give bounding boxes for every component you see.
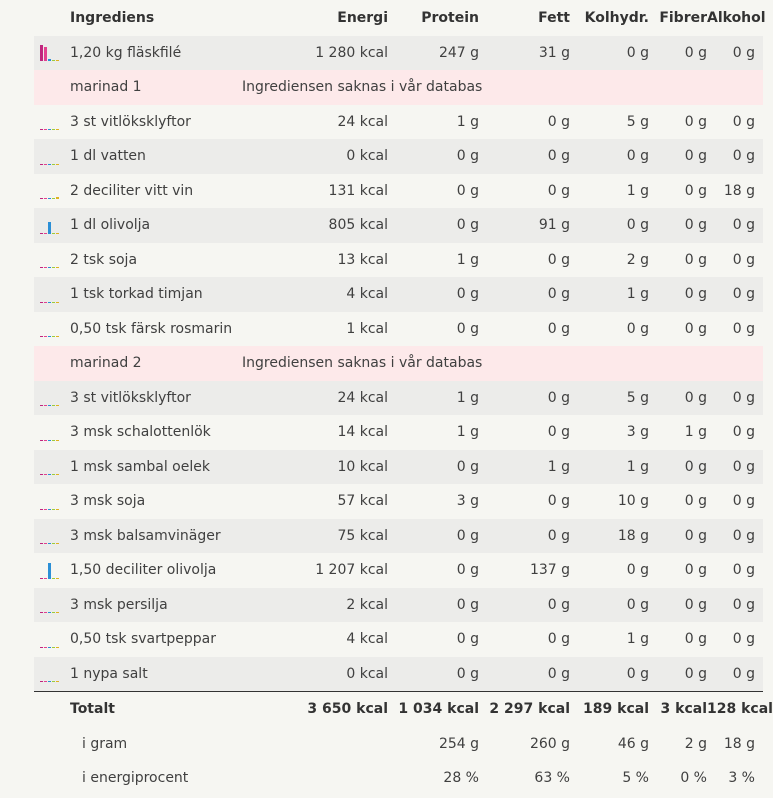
ingredient-name: 3 msk soja [70,484,242,519]
ingredient-protein: 0 g [388,588,479,623]
percent-fiber: 0 % [680,770,707,787]
macro-bar [48,198,51,199]
header-alcohol: Alkohol [707,10,766,27]
header-fat: Fett [538,10,570,27]
totals-fiber: 3 kcal [649,692,707,727]
header-row [34,1,763,36]
macro-bar [44,543,47,544]
missing-ingredient-row [34,346,763,381]
ingredient-row [34,174,763,209]
macro-bar [56,60,59,61]
ingredient-protein: 3 g [388,484,479,519]
macro-bar [52,474,55,475]
macro-bar [56,612,59,613]
macro-bar [48,164,51,165]
macro-mini-chart [40,251,64,268]
macro-bar [44,509,47,510]
macro-bar [52,129,55,130]
ingredient-name: 2 tsk soja [70,243,242,278]
macro-bar [44,474,47,475]
ingredient-alcohol: 0 g [707,312,763,347]
ingredient-protein: 0 g [388,519,479,554]
ingredient-alcohol: 0 g [707,450,763,485]
macro-bar [56,578,59,579]
macro-bar [44,129,47,130]
ingredient-row [34,553,763,588]
macro-mini-chart [40,424,64,441]
header-ingredient: Ingrediens [70,10,155,27]
ingredient-protein: 0 g [388,622,479,657]
ingredient-fat: 0 g [479,622,570,657]
macro-bar [52,302,55,303]
ingredient-name: marinad 1 [70,70,242,105]
macro-bar [40,578,43,579]
ingredient-fiber: 0 g [649,450,707,485]
grams-row [34,727,763,762]
macro-bar [52,647,55,648]
ingredient-name: 0,50 tsk svartpeppar [70,622,242,657]
ingredient-protein: 1 g [388,381,479,416]
macro-bar [52,509,55,510]
macro-bar [44,336,47,337]
ingredient-name: 2 deciliter vitt vin [70,174,242,209]
grams-label: i gram [82,735,128,752]
macro-bar [40,198,43,199]
macro-bar [48,681,51,682]
ingredient-fiber: 0 g [649,139,707,174]
ingredient-protein: 0 g [388,174,479,209]
ingredient-fiber: 0 g [649,553,707,588]
macro-bar [44,302,47,303]
grams-alcohol: 18 g [723,735,755,752]
ingredient-name: 1 nypa salt [70,657,242,692]
percent-carbs: 5 % [622,770,649,787]
percent-label: i energiprocent [82,770,189,787]
macro-bar [48,563,51,579]
ingredient-energy: 1 207 kcal [242,553,388,588]
macro-bar [52,60,55,61]
macro-bar [48,129,51,130]
totals-label: Totalt [70,692,242,727]
macro-bar [40,164,43,165]
header-protein: Protein [421,10,479,27]
macro-bar [48,543,51,544]
ingredient-protein: 0 g [388,553,479,588]
ingredient-fat: 0 g [479,312,570,347]
ingredient-protein: 0 g [388,139,479,174]
macro-bar [48,474,51,475]
ingredient-fat: 0 g [479,174,570,209]
ingredient-row [34,105,763,140]
ingredient-row [34,622,763,657]
macro-bar [56,509,59,510]
ingredient-alcohol: 0 g [707,657,763,692]
ingredient-protein: 0 g [388,208,479,243]
ingredient-fat: 91 g [479,208,570,243]
ingredient-row [34,450,763,485]
ingredient-carbs: 0 g [570,588,649,623]
macro-bar [44,198,47,199]
macro-bar [56,233,59,234]
ingredient-carbs: 2 g [570,243,649,278]
ingredient-fiber: 0 g [649,588,707,623]
macro-bar [52,440,55,441]
ingredient-name: 3 st vitlöksklyftor [70,105,242,140]
macro-mini-chart [40,527,64,544]
header-energy: Energi [337,10,388,27]
ingredient-carbs: 5 g [570,381,649,416]
ingredient-row [34,415,763,450]
ingredient-fat: 0 g [479,415,570,450]
ingredient-energy: 1 280 kcal [242,36,388,71]
ingredient-fiber: 0 g [649,277,707,312]
macro-bar [44,612,47,613]
macro-bar [52,336,55,337]
macro-bar [52,612,55,613]
ingredient-name: 1 msk sambal oelek [70,450,242,485]
macro-bar [48,336,51,337]
macro-bar [40,647,43,648]
macro-bar [44,578,47,579]
macro-mini-chart [40,320,64,337]
ingredient-name: 3 msk schalottenlök [70,415,242,450]
ingredient-alcohol: 0 g [707,553,763,588]
ingredient-protein: 247 g [388,36,479,71]
totals-energy: 3 650 kcal [242,692,388,727]
ingredient-alcohol: 0 g [707,208,763,243]
ingredient-fiber: 1 g [649,415,707,450]
macro-bar [44,647,47,648]
ingredient-name: marinad 2 [70,346,242,381]
ingredient-name: 1 dl olivolja [70,208,242,243]
ingredient-row [34,243,763,278]
missing-note: Ingrediensen saknas i vår databas [242,346,763,381]
macro-bar [40,612,43,613]
ingredient-fiber: 0 g [649,381,707,416]
ingredient-alcohol: 0 g [707,519,763,554]
macro-bar [44,47,47,61]
macro-bar [52,578,55,579]
macro-mini-chart [40,562,64,579]
ingredient-carbs: 0 g [570,312,649,347]
ingredient-fat: 0 g [479,484,570,519]
ingredient-carbs: 0 g [570,208,649,243]
macro-bar [44,440,47,441]
ingredient-carbs: 0 g [570,553,649,588]
ingredient-carbs: 1 g [570,622,649,657]
ingredient-name: 3 msk persilja [70,588,242,623]
macro-bar [44,405,47,406]
ingredient-row [34,277,763,312]
ingredient-protein: 1 g [388,105,479,140]
ingredient-row [34,381,763,416]
macro-bar [56,302,59,303]
macro-bar [40,543,43,544]
ingredient-row [34,312,763,347]
ingredient-name: 1 dl vatten [70,139,242,174]
totals-alcohol: 128 kcal [707,692,763,727]
macro-bar [52,164,55,165]
ingredient-rows [34,36,763,692]
macro-bar [56,129,59,130]
macro-bar [48,302,51,303]
ingredient-carbs: 10 g [570,484,649,519]
macro-mini-chart [40,631,64,648]
macro-bar [56,474,59,475]
macro-bar [44,164,47,165]
ingredient-row [34,519,763,554]
ingredient-row [34,36,763,71]
ingredient-energy: 13 kcal [242,243,388,278]
ingredient-fat: 0 g [479,105,570,140]
macro-bar [48,59,51,61]
ingredient-fat: 0 g [479,381,570,416]
ingredient-energy: 131 kcal [242,174,388,209]
macro-bar [40,405,43,406]
macro-mini-chart [40,286,64,303]
header-carbs: Kolhydr. [584,10,649,27]
macro-bar [48,222,51,234]
macro-bar [56,197,59,199]
ingredient-row [34,208,763,243]
ingredient-fat: 31 g [479,36,570,71]
macro-bar [56,681,59,682]
ingredient-energy: 0 kcal [242,139,388,174]
ingredient-carbs: 3 g [570,415,649,450]
ingredient-fiber: 0 g [649,657,707,692]
ingredient-fiber: 0 g [649,519,707,554]
macro-bar [40,233,43,234]
percent-protein: 28 % [443,770,479,787]
totals-protein: 1 034 kcal [388,692,479,727]
ingredient-fat: 137 g [479,553,570,588]
ingredient-energy: 24 kcal [242,381,388,416]
macro-bar [56,267,59,268]
macro-bar [52,198,55,199]
macro-bar [40,681,43,682]
macro-bar [44,267,47,268]
macro-mini-chart [40,493,64,510]
macro-bar [44,681,47,682]
ingredient-alcohol: 0 g [707,105,763,140]
macro-bar [40,336,43,337]
ingredient-alcohol: 18 g [707,174,763,209]
ingredient-fiber: 0 g [649,622,707,657]
grams-fat: 260 g [529,735,570,752]
ingredient-fat: 0 g [479,139,570,174]
macro-bar [44,233,47,234]
ingredient-carbs: 1 g [570,277,649,312]
ingredient-protein: 0 g [388,312,479,347]
ingredient-alcohol: 0 g [707,277,763,312]
percent-row [34,761,763,796]
ingredient-name: 1 tsk torkad timjan [70,277,242,312]
ingredient-fat: 0 g [479,243,570,278]
ingredient-alcohol: 0 g [707,415,763,450]
ingredient-alcohol: 0 g [707,484,763,519]
ingredient-name: 3 msk balsamvinäger [70,519,242,554]
ingredient-carbs: 0 g [570,36,649,71]
ingredient-name: 1,20 kg fläskfilé [70,36,242,71]
missing-ingredient-row [34,70,763,105]
ingredient-fat: 0 g [479,277,570,312]
macro-mini-chart [40,113,64,130]
macro-mini-chart [40,389,64,406]
ingredient-alcohol: 0 g [707,588,763,623]
percent-fat: 63 % [534,770,570,787]
ingredient-energy: 75 kcal [242,519,388,554]
ingredient-energy: 4 kcal [242,277,388,312]
macro-bar [56,543,59,544]
ingredient-protein: 0 g [388,657,479,692]
macro-bar [40,129,43,130]
macro-bar [56,405,59,406]
ingredient-alcohol: 0 g [707,36,763,71]
ingredient-energy: 0 kcal [242,657,388,692]
ingredient-fiber: 0 g [649,105,707,140]
ingredient-fiber: 0 g [649,208,707,243]
macro-mini-chart [40,44,64,61]
ingredient-fiber: 0 g [649,174,707,209]
macro-bar [52,267,55,268]
ingredient-alcohol: 0 g [707,381,763,416]
ingredient-row [34,484,763,519]
ingredient-fat: 0 g [479,657,570,692]
ingredient-carbs: 0 g [570,139,649,174]
ingredient-energy: 805 kcal [242,208,388,243]
ingredient-protein: 1 g [388,415,479,450]
ingredient-carbs: 5 g [570,105,649,140]
ingredient-fiber: 0 g [649,243,707,278]
macro-bar [40,440,43,441]
macro-bar [40,45,43,61]
ingredient-protein: 1 g [388,243,479,278]
macro-bar [48,612,51,613]
macro-bar [48,647,51,648]
macro-bar [40,474,43,475]
macro-bar [56,336,59,337]
percent-alcohol: 3 % [728,770,755,787]
ingredient-row [34,139,763,174]
macro-bar [56,164,59,165]
macro-bar [56,440,59,441]
ingredient-energy: 24 kcal [242,105,388,140]
ingredient-energy: 1 kcal [242,312,388,347]
grams-carbs: 46 g [617,735,649,752]
nutrition-table [34,1,773,796]
macro-mini-chart [40,182,64,199]
header-fiber: Fibrer [659,10,707,27]
ingredient-row [34,657,763,692]
macro-bar [52,681,55,682]
macro-bar [48,267,51,268]
ingredient-fiber: 0 g [649,484,707,519]
macro-bar [56,647,59,648]
macro-mini-chart [40,217,64,234]
ingredient-protein: 0 g [388,450,479,485]
grams-fiber: 2 g [684,735,707,752]
ingredient-fat: 0 g [479,519,570,554]
macro-bar [40,302,43,303]
ingredient-carbs: 18 g [570,519,649,554]
macro-bar [40,509,43,510]
macro-mini-chart [40,148,64,165]
ingredient-carbs: 1 g [570,450,649,485]
ingredient-name: 3 st vitlöksklyftor [70,381,242,416]
macro-bar [48,405,51,406]
ingredient-energy: 4 kcal [242,622,388,657]
macro-mini-chart [40,665,64,682]
ingredient-name: 0,50 tsk färsk rosmarin [70,312,242,347]
ingredient-alcohol: 0 g [707,139,763,174]
ingredient-alcohol: 0 g [707,622,763,657]
missing-note: Ingrediensen saknas i vår databas [242,70,763,105]
macro-bar [52,233,55,234]
ingredient-row [34,588,763,623]
macro-bar [48,509,51,510]
ingredient-energy: 57 kcal [242,484,388,519]
ingredient-fiber: 0 g [649,36,707,71]
macro-bar [52,543,55,544]
ingredient-carbs: 1 g [570,174,649,209]
ingredient-energy: 10 kcal [242,450,388,485]
grams-protein: 254 g [438,735,479,752]
ingredient-energy: 14 kcal [242,415,388,450]
macro-bar [40,267,43,268]
macro-mini-chart [40,596,64,613]
ingredient-energy: 2 kcal [242,588,388,623]
totals-fat: 2 297 kcal [479,692,570,727]
ingredient-fat: 0 g [479,588,570,623]
macro-mini-chart [40,458,64,475]
totals-carbs: 189 kcal [570,692,649,727]
totals-row [34,692,763,727]
ingredient-fat: 1 g [479,450,570,485]
ingredient-name: 1,50 deciliter olivolja [70,553,242,588]
macro-bar [52,405,55,406]
macro-bar [48,440,51,441]
header-bar-cell [34,1,70,36]
ingredient-carbs: 0 g [570,657,649,692]
ingredient-protein: 0 g [388,277,479,312]
ingredient-alcohol: 0 g [707,243,763,278]
ingredient-fiber: 0 g [649,312,707,347]
